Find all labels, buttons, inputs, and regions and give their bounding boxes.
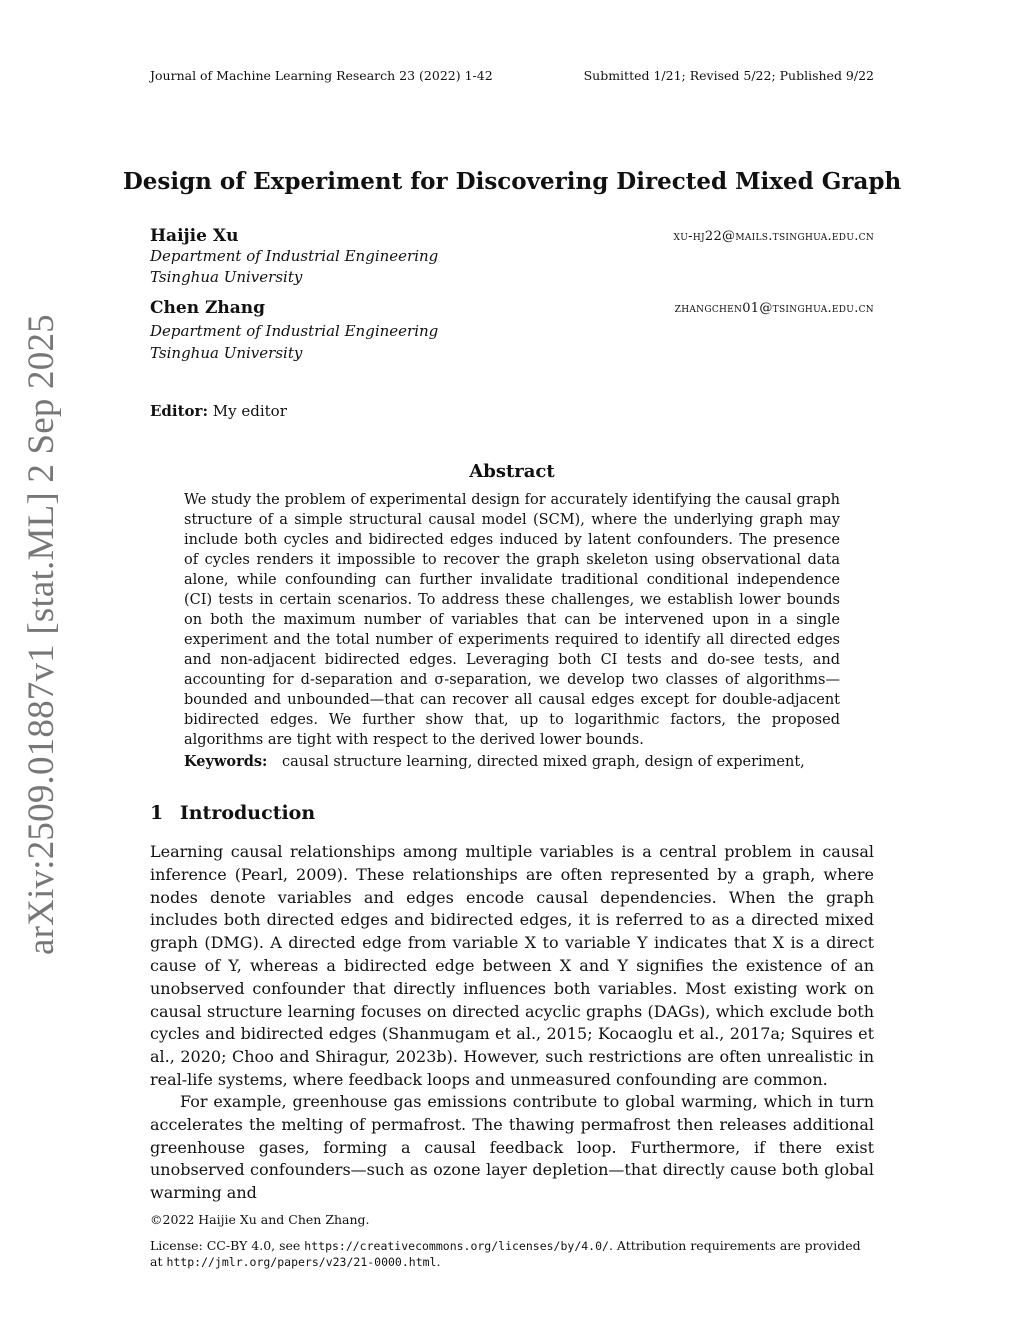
license-link[interactable]: https://creativecommons.org/licenses/by/4.0/ bbox=[304, 1239, 609, 1253]
author-name: Chen Zhang bbox=[150, 298, 266, 318]
body-paragraph: Learning causal relationships among multiple variables is a central problem in causal inference (Pearl, 2009). These relationships are often represented by a graph, where nodes denote variables and edges encode causal dependencies. When the graph includes both directed edges and bidirected edges, it is referred to as a directed mixed graph (DMG). A directed edge from variable X to variable Y indicates that X is a direct cause of Y, whereas a bidirected edge between X and Y signifies the existence of an unobserved confounder that directly influences both variables. Most existing work on causal structure learning focuses on directed acyclic graphs (DAGs), which exclude both cycles and bidirected edges (Shanmugam et al., 2015; Kocaoglu et al., 2017a; Squires et al., 2020; Choo and Shiragur, 2023b). However, such restrictions are often unrealistic in real-life systems, where feedback loops and unmeasured confounding are common. bbox=[150, 842, 874, 1089]
author-department: Department of Industrial Engineering bbox=[150, 322, 439, 340]
editor-value: My editor bbox=[212, 402, 287, 420]
author-name: Haijie Xu bbox=[150, 226, 239, 246]
author-university: Tsinghua University bbox=[150, 344, 303, 362]
editor-label: Editor: bbox=[150, 402, 208, 420]
abstract-text: We study the problem of experimental design for accurately identifying the causal graph structure of a simple structural causal model (SCM), where the underlying graph may include both cycles and bidirected edges induced by latent confounders. The presence of cycles renders it impossible to recover the graph skeleton using observational data alone, while confounding can further invalidate traditional conditional independence (CI) tests in certain scenarios. To address these challenges, we establish lower bounds on both the maximum number of variables that can be intervened upon in a single experiment and the total number of experiments required to identify all directed edges and non-adjacent bidirected edges. Leveraging both CI tests and do-see tests, and accounting for d-separation and σ-separation, we develop two classes of algorithms—bounded and unbounded—that can recover all causal edges except for double-adjacent bidirected edges. We further show that, up to logarithmic factors, the proposed algorithms are tight with respect to the derived lower bounds. bbox=[184, 492, 840, 748]
copyright-notice: ©2022 Haijie Xu and Chen Zhang. bbox=[150, 1212, 370, 1227]
journal-header: Journal of Machine Learning Research 23 (2022) 1-42 bbox=[150, 68, 493, 83]
section-number: 1 bbox=[150, 802, 164, 824]
license-suffix: . bbox=[436, 1254, 441, 1269]
paper-title: Design of Experiment for Discovering Directed Mixed Graph bbox=[122, 168, 902, 195]
section-title: Introduction bbox=[179, 802, 316, 824]
author-email[interactable]: xu-hj22@mails.tsinghua.edu.cn bbox=[673, 229, 874, 244]
author-university: Tsinghua University bbox=[150, 268, 303, 286]
submission-dates: Submitted 1/21; Revised 5/22; Published 9/22 bbox=[583, 68, 874, 83]
author-email[interactable]: zhangchen01@tsinghua.edu.cn bbox=[674, 301, 874, 316]
section-heading bbox=[150, 802, 315, 824]
author-department: Department of Industrial Engineering bbox=[150, 247, 439, 265]
keywords-line bbox=[184, 753, 840, 770]
license-notice bbox=[150, 1238, 874, 1270]
license-prefix: License: CC-BY 4.0, see bbox=[150, 1238, 305, 1253]
keywords-label: Keywords: bbox=[184, 753, 268, 770]
license-mid: . Attribution requirements are provided at bbox=[150, 1238, 861, 1269]
editor-line bbox=[150, 402, 287, 420]
body-paragraph: For example, greenhouse gas emissions contribute to global warming, which in turn accelerates the melting of permafrost. The thawing permafrost then releases additional greenhouse gases, forming a causal feedback loop. Furthermore, if there exist unobserved confounders—such as ozone layer depletion—that directly cause both global warming and bbox=[150, 1092, 874, 1203]
arxiv-identifier-stamp: arXiv:2509.01887v1 [stat.ML] 2 Sep 2025 bbox=[21, 314, 62, 955]
keywords-value: causal structure learning, directed mixed graph, design of experiment, bbox=[282, 754, 805, 770]
attribution-link[interactable]: http://jmlr.org/papers/v23/21-0000.html bbox=[166, 1255, 437, 1269]
abstract-heading: Abstract bbox=[469, 461, 555, 482]
